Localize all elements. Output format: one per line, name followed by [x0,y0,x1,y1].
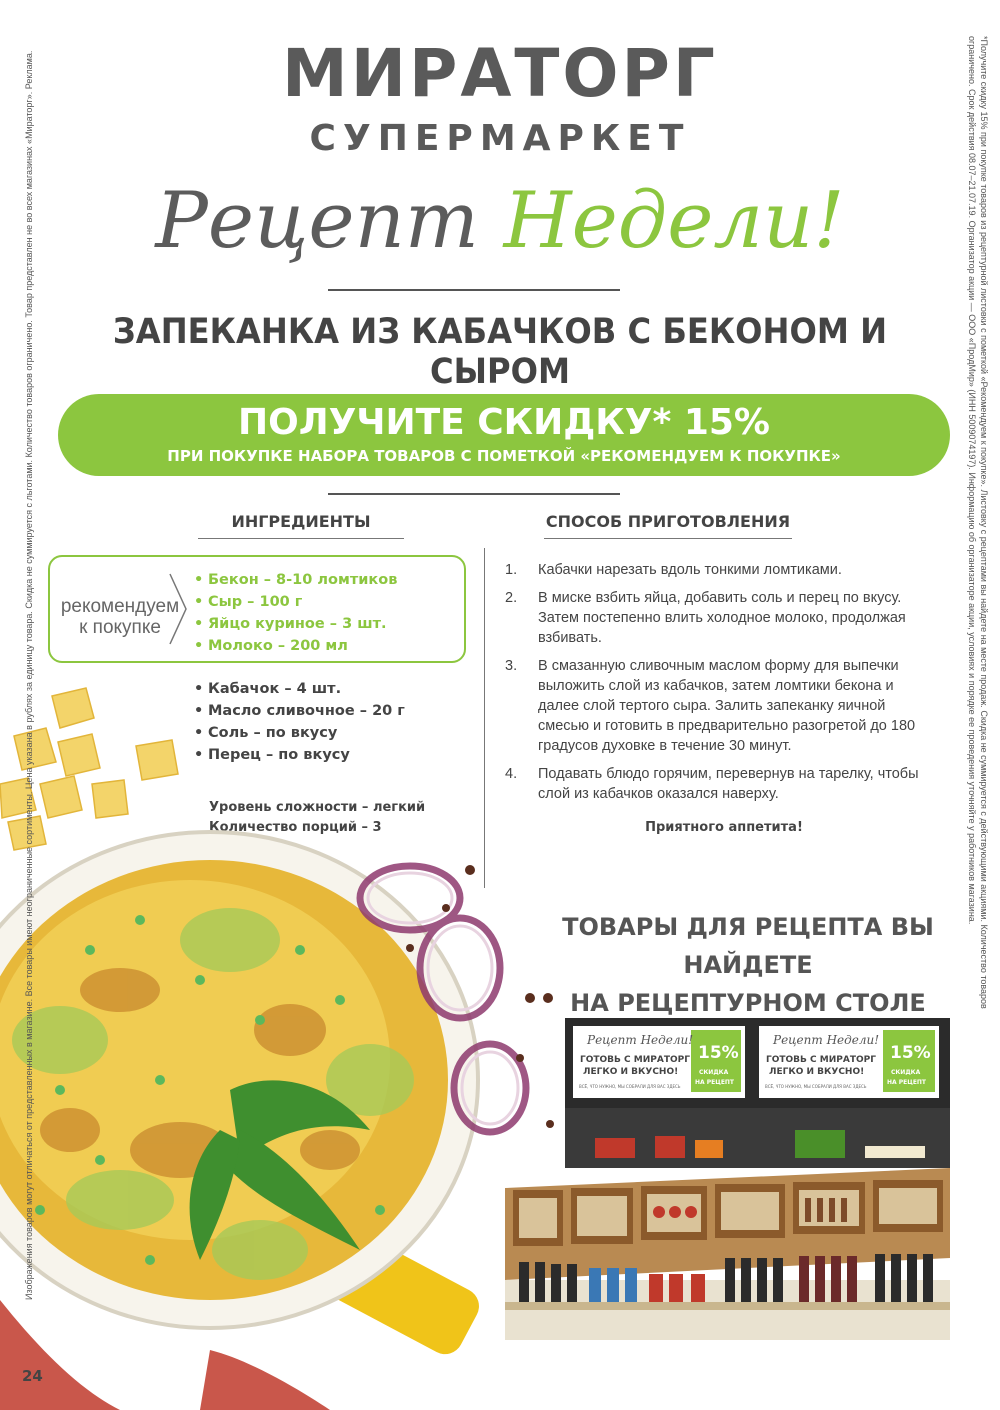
method-heading: СПОСОБ ПРИГОТОВЛЕНИЯ [545,512,791,531]
recommended-label: рекомендуем к покупке [60,596,180,638]
step-text: В смазанную сливочным маслом форму для выпечки выложить слой из кабачков, затем ломтики бекона и далее слой тертого сыра. Залить запеканку яичной смесью и готовить в предварительно разогретой до 180 градусов духовке в течение 30 минут. [538,658,916,754]
stand-badge-text1-right: СКИДКА [891,1069,921,1076]
stand-badge-text2-left: НА РЕЦЕПТ [695,1079,735,1086]
step-number: 1. [505,562,518,578]
stand-line2-right: ЛЕГКО И ВКУСНО! [769,1067,865,1077]
ingredients-heading-underline [198,538,404,539]
servings-count: Количество порций – 3 [209,820,382,835]
method-step [505,656,925,756]
ingredients-heading: ИНГРЕДИЕНТЫ [231,512,371,531]
script-word-week: Недели! [503,176,845,266]
step-text: Кабачки нарезать вдоль тонкими ломтиками. [538,562,842,578]
recipe-of-week-title [0,166,1000,276]
chevron-right-icon [168,572,190,646]
stand-line1-right: ГОТОВЬ С МИРАТОРГ [766,1055,876,1065]
divider-top [328,289,620,291]
legal-text-right: *Получите скидку 15% при покупке товаров из рецептурной листовки с пометкой «Рекомендуем к покупке». Листовку с рецептами вы найдете на месте продаж. Скидка не суммируется с действующими акциями. Количество товаров ограничено. Срок действия 08.07–21.07.19. Организатор акции — ООО «ПродМир» (ИНН 5009074197). Информацию об организаторе акции, условиях и порядке ее проведения уточняйте у работников магазина. [967,36,989,1009]
list-item: • Перец – по вкусу [194,744,405,766]
dish-title: ЗАПЕКАНКА ИЗ КАБАЧКОВ С БЕКОНОМ И СЫРОМ [112,312,888,392]
discount-headline: ПОЛУЧИТЕ СКИДКУ* 15% [237,402,771,443]
products-title-line: ТОВАРЫ ДЛЯ РЕЦЕПТА ВЫ НАЙДЕТЕ [562,913,934,979]
step-text: Подавать блюдо горячим, перевернув на тарелку, чтобы слой из кабачков оказался наверху. [538,766,919,802]
page-number: 24 [22,1367,43,1385]
script-word-recipe: Рецепт [155,176,479,266]
method-step [505,560,925,580]
list-item: • Сыр – 100 г [194,591,397,613]
stand-badge-pct-left: 15% [698,1043,739,1063]
stand-small-right: ВСЁ, ЧТО НУЖНО, МЫ СОБРАЛИ ДЛЯ ВАС ЗДЕСЬ [765,1084,867,1089]
recommended-ingredients-list [194,569,397,657]
list-item: • Кабачок – 4 шт. [194,678,405,700]
method-steps [505,560,925,812]
brand-subtitle: СУПЕРМАРКЕТ [309,118,691,159]
brand-logo: МИРАТОРГ [282,35,718,112]
list-item: • Соль – по вкусу [194,722,405,744]
list-item: • Яйцо куриное – 3 шт. [194,613,397,635]
method-step [505,588,925,648]
other-ingredients-list [194,678,405,766]
legal-text-left: Изображения товаров могут отличаться от представленных в магазине. Все товары имеют неограниченные сортименты. Цена указана в рублях за единицу товара. Скидка не суммируется с льготами. Количество товаров ограничено. Товар представлен не во всех магазинах «Мираторг». Реклама. [24,50,34,1300]
products-title [528,908,968,1022]
method-heading-underline [544,538,792,539]
list-item: • Бекон – 8-10 ломтиков [194,569,397,591]
divider-middle [328,493,620,495]
list-item: • Масло сливочное – 20 г [194,700,405,722]
stand-line1-left: ГОТОВЬ С МИРАТОРГ [580,1055,690,1065]
discount-banner [58,394,950,476]
stand-script-left: Рецепт Недели! [587,1033,694,1047]
recipe-stand-image [505,1018,950,1340]
list-item: • Молоко – 200 мл [194,635,397,657]
step-number: 3. [505,658,518,674]
method-step [505,764,925,804]
stand-script-right: Рецепт Недели! [773,1033,880,1047]
stand-line2-left: ЛЕГКО И ВКУСНО! [583,1067,679,1077]
stand-small-left: ВСЁ, ЧТО НУЖНО, МЫ СОБРАЛИ ДЛЯ ВАС ЗДЕСЬ [579,1084,681,1089]
discount-subline: ПРИ ПОКУПКЕ НАБОРА ТОВАРОВ С ПОМЕТКОЙ «РЕКОМЕНДУЕМ К ПОКУПКЕ» [167,447,841,465]
step-text: В миске взбить яйца, добавить соль и перец по вкусу. Затем постепенно влить холодное молоко, продолжая взбивать. [538,590,906,646]
step-number: 4. [505,766,518,782]
bon-appetit: Приятного аппетита! [645,820,803,835]
products-title-line: НА РЕЦЕПТУРНОМ СТОЛЕ [570,989,926,1017]
stand-badge-pct-right: 15% [890,1043,931,1063]
stand-badge-text2-right: НА РЕЦЕПТ [887,1079,927,1086]
step-number: 2. [505,590,518,606]
difficulty-level: Уровень сложности – легкий [209,800,426,815]
stand-badge-text1-left: СКИДКА [699,1069,729,1076]
